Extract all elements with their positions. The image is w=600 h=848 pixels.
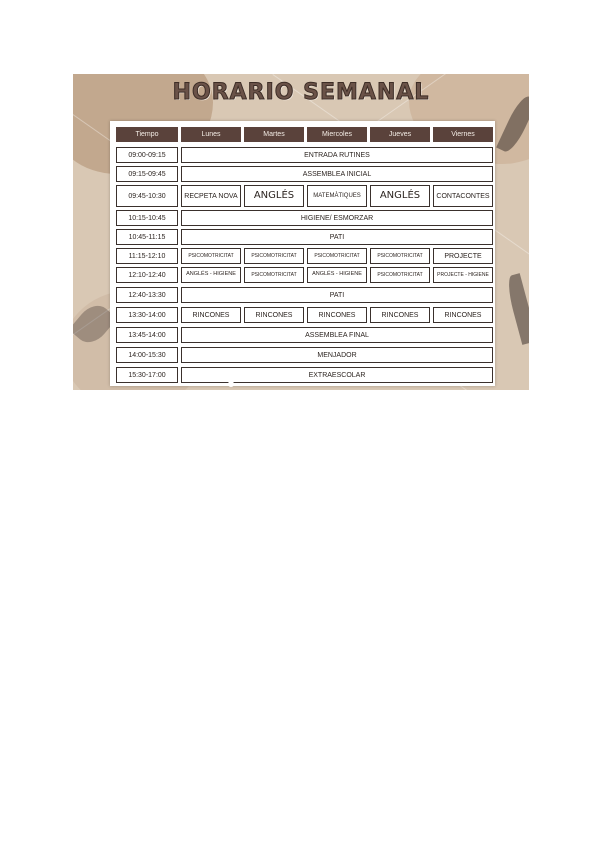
time-cell: 13:45-14:00	[116, 327, 178, 343]
schedule-table	[110, 121, 495, 386]
table-row	[116, 267, 493, 283]
table-row	[116, 210, 493, 226]
activity-cell: RINCONES	[181, 307, 241, 323]
table-row	[116, 287, 493, 303]
activity-cell: PSICOMOTRICITAT	[370, 248, 430, 264]
header-time: Tiempo	[116, 127, 178, 142]
activity-cell: PATI	[181, 229, 493, 245]
table-row	[116, 367, 493, 383]
activity-cell: HIGIENE/ ESMORZAR	[181, 210, 493, 226]
activity-cell: ANGLÉS	[370, 185, 430, 207]
table-row	[116, 248, 493, 264]
time-cell: 10:15-10:45	[116, 210, 178, 226]
activity-cell: PROJECTE - HIGIENE	[433, 267, 493, 283]
activity-cell: RINCONES	[370, 307, 430, 323]
activity-cell: MATEMÀTIQUES	[307, 185, 367, 207]
activity-cell: RINCONES	[433, 307, 493, 323]
header-wednesday: Miercoles	[307, 127, 367, 142]
header-monday: Lunes	[181, 127, 241, 142]
header-thursday: Jueves	[370, 127, 430, 142]
table-row	[116, 147, 493, 163]
activity-cell: PROJECTE	[433, 248, 493, 264]
activity-cell: RECPETA NOVA	[181, 185, 241, 207]
table-row	[116, 327, 493, 343]
header-tuesday: Martes	[244, 127, 304, 142]
schedule-poster	[73, 74, 529, 390]
activity-cell: RINCONES	[307, 307, 367, 323]
activity-cell: PSICOMOTRICITAT	[244, 248, 304, 264]
activity-cell: ANGLÉS - HIGIENE	[181, 267, 241, 283]
activity-cell: PSICOMOTRICITAT	[244, 267, 304, 283]
page-title: HORARIO SEMANAL	[172, 80, 430, 105]
activity-cell: PATI	[181, 287, 493, 303]
time-cell: 13:30-14:00	[116, 307, 178, 323]
time-cell: 10:45-11:15	[116, 229, 178, 245]
time-cell: 12:10-12:40	[116, 267, 178, 283]
time-cell: 09:15-09:45	[116, 166, 178, 182]
activity-cell: PSICOMOTRICITAT	[370, 267, 430, 283]
time-cell: 09:00-09:15	[116, 147, 178, 163]
activity-cell: ASSEMBLEA INICIAL	[181, 166, 493, 182]
activity-cell: ENTRADA RUTINES	[181, 147, 493, 163]
activity-cell: CONTACONTES	[433, 185, 493, 207]
table-header	[116, 127, 493, 142]
table-row	[116, 229, 493, 245]
feather-decoration	[504, 273, 529, 345]
table-row	[116, 185, 493, 207]
time-cell: 11:15-12:10	[116, 248, 178, 264]
table-row	[116, 347, 493, 363]
time-cell: 09:45-10:30	[116, 185, 178, 207]
time-cell: 14:00-15:30	[116, 347, 178, 363]
activity-cell: RINCONES	[244, 307, 304, 323]
table-row	[116, 307, 493, 323]
time-cell: 12:40-13:30	[116, 287, 178, 303]
table-row	[116, 166, 493, 182]
activity-cell: MENJADOR	[181, 347, 493, 363]
activity-cell: PSICOMOTRICITAT	[181, 248, 241, 264]
header-friday: Viernes	[433, 127, 493, 142]
time-cell: 15:30-17:00	[116, 367, 178, 383]
activity-cell: PSICOMOTRICITAT	[307, 248, 367, 264]
pin-decoration	[228, 381, 234, 387]
activity-cell: ANGLÉS	[244, 185, 304, 207]
activity-cell: ASSEMBLEA FINAL	[181, 327, 493, 343]
activity-cell: EXTRAESCOLAR	[181, 367, 493, 383]
activity-cell: ANGLÉS - HIGIENE	[307, 267, 367, 283]
